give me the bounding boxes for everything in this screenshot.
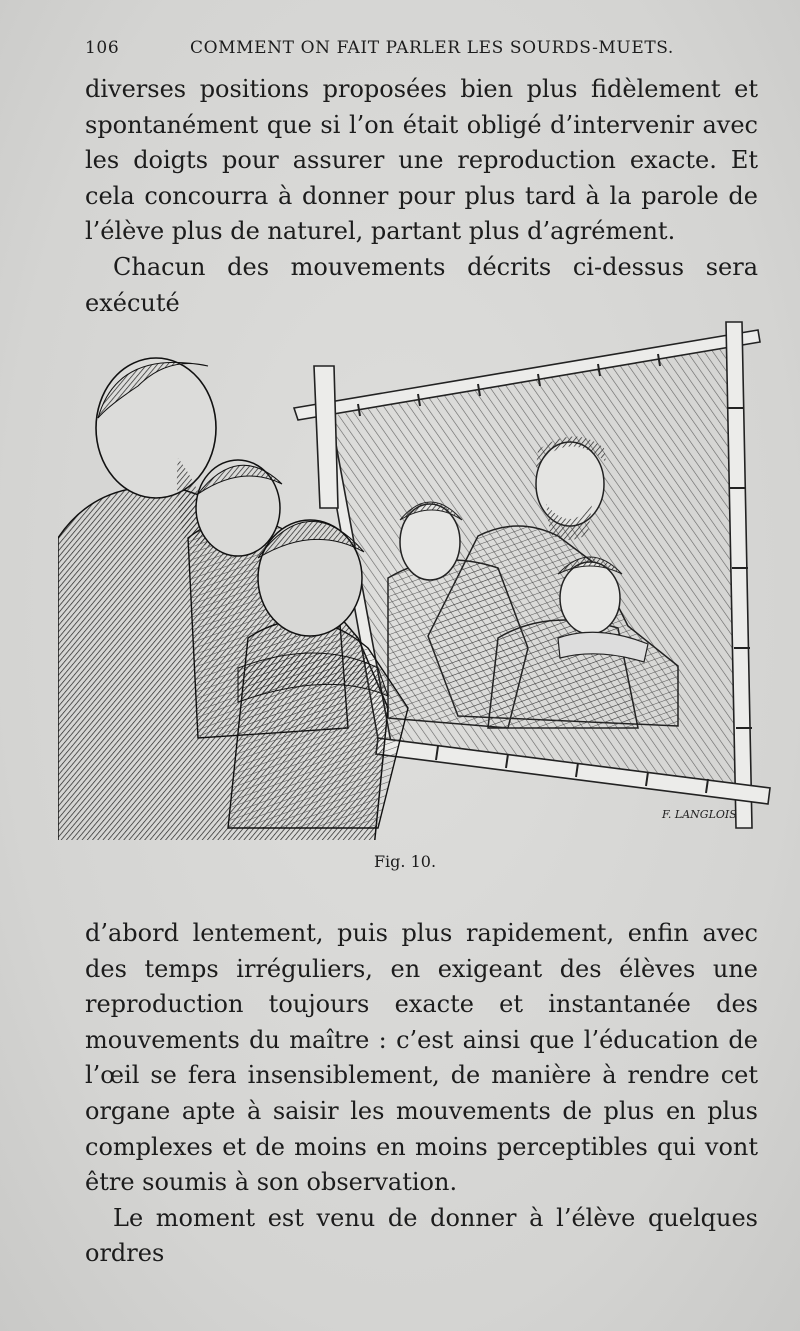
paragraph-moment: Le moment est venu de donner à l’élève quelques ordres (85, 1203, 758, 1268)
text-block-bottom (85, 916, 758, 1272)
running-head (85, 38, 765, 68)
caption-text: Fig. 10. (373, 852, 437, 871)
paragraph-continued: diverses positions proposées bien plus fidèlement et spontanément que si l’on était obligé d’intervenir avec les doigts pour assurer une reproduction exacte. Et cela concourra à donner pour plus tard à la parole de l’élève plus de naturel, partant plus d’agrément. (85, 75, 758, 246)
artist-signature: F. LANGLOIS (662, 808, 737, 821)
paragraph-abord: d’abord lentement, puis plus rapidement, enfin avec des temps irréguliers, en exigeant des élèves une reproduction toujours exacte et instantanée des mouvements du maître : c’est ainsi que l’éducation de l’œil se fera insensiblement, de manière à rendre cet organe apte à saisir les mouvements de plus en plus complexes et de moins en moins perceptibles qui vont être soumis à son observation. (85, 919, 758, 1197)
paragraph-chacun: Chacun des mouvements décrits ci-dessus sera exécuté (85, 252, 758, 317)
page-number: 106 (85, 38, 120, 58)
text-block-top (85, 72, 758, 321)
figure-caption (0, 852, 800, 871)
running-head-title: COMMENT ON FAIT PARLER LES SOURDS-MUETS. (190, 38, 674, 58)
figure-illustration (58, 308, 774, 840)
engraving-illustration (58, 308, 774, 840)
